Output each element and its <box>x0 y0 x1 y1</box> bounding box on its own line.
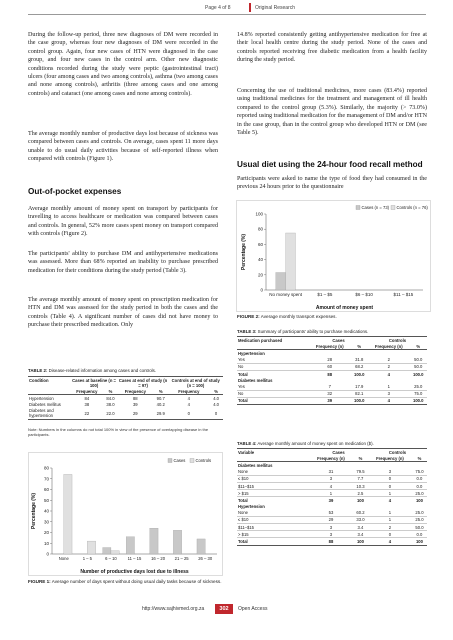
table3-header: Controls <box>388 337 407 343</box>
bar-controls <box>64 474 72 554</box>
journal-url[interactable]: http://www.sajhivmed.org.za <box>142 606 205 612</box>
y-tick-label: 0 <box>260 287 263 293</box>
left-paragraph-1: During the follow-up period, three new diagnoses of DM were recorded in the case group, whereas four new diagnoses of DM were recorded in the control group. Again, four new cases of HTN were diagnosed in the case group, and four new cases in the control arm. Other new diagnostic conditions recorded during the study were peptic (gastrointestinal tract) ulcers (four among cases and two among controls), asthma (two among cases and none among controls), arthritis (three among cases and one among controls) and cataract (one among cases and none among controls). <box>28 32 218 97</box>
table2-subheader: Frequency <box>124 388 146 394</box>
table-total-row <box>237 370 427 377</box>
table-cell: 0.0 <box>412 475 427 482</box>
table-cell: Diabetes and hypertension <box>29 408 54 419</box>
table4-subheader: % <box>358 455 363 461</box>
table-cell: 25.0 <box>412 510 427 517</box>
table-cell: 88 <box>327 371 333 377</box>
table4-subheader: Frequency (n) <box>376 455 404 461</box>
table-total-row <box>237 497 427 504</box>
table-cell: 4 <box>309 482 353 489</box>
table-cell: 1 <box>309 490 353 497</box>
table-cell: 17.9 <box>351 383 368 390</box>
legend-label: Cases <box>173 458 186 463</box>
table-cell: Total <box>238 539 248 545</box>
table-cell: 4 <box>387 371 390 377</box>
table-cell: 0.0 <box>412 482 427 489</box>
table-cell: 0.0 <box>412 531 427 538</box>
table-cell: 4 <box>187 402 190 408</box>
y-tick-label: 50 <box>43 497 49 503</box>
table-cell: 50.0 <box>410 357 427 364</box>
table-row <box>237 531 427 538</box>
table-cell: 29 <box>132 410 138 416</box>
left-paragraph-5: The average monthly amount of money spent on prescription medication for HTN and DM was assessed for the study period in both the cases and the controls (Table 4). A significant number of cases did not have money to purchase their prescribed medication. Only <box>28 297 218 329</box>
table-cell: 25.0 <box>410 383 427 390</box>
table-cell: Total <box>238 497 248 503</box>
x-tick-label: $1 – $5 <box>317 292 333 297</box>
bar-controls <box>87 541 95 554</box>
table-cell: 39 <box>327 398 333 404</box>
y-axis-label: Percentage (%) <box>31 492 37 530</box>
table-cell: 50.0 <box>412 524 427 531</box>
table-cell: 0 <box>368 482 412 489</box>
y-tick-label: 30 <box>43 519 49 525</box>
table-row <box>28 408 223 420</box>
table-cell: Yes <box>237 383 309 390</box>
table-cell: 75.0 <box>410 390 427 397</box>
table4-subheader: % <box>417 455 422 461</box>
table-cell: 88 <box>328 539 334 545</box>
table-cell: 10.3 <box>353 482 368 489</box>
x-tick-label: 1 – 5 <box>82 556 93 561</box>
table4-header: Variable <box>238 449 255 455</box>
y-tick-label: 40 <box>257 257 263 263</box>
table2-caption: TABLE 2: Disease-related information among cases and controls. <box>28 368 157 373</box>
table-cell: 28 <box>309 357 351 364</box>
open-access-label: Open Access <box>238 606 268 612</box>
legend-label: Controls <box>195 458 212 463</box>
table-cell: None <box>237 510 309 517</box>
table-cell: 60 <box>309 363 351 370</box>
table-cell: 39 <box>132 402 138 408</box>
table-cell: 3 <box>309 475 353 482</box>
table2-subheader: % <box>214 388 218 394</box>
legend-label: Cases (n = 73) <box>361 205 390 210</box>
right-paragraph-1: 14.8% reported consistently getting antihypertensive medication for free at their local health centre during the study period. None of the cases and controls reported receiving free diabetic medication from a health facility during the study period. <box>237 32 427 64</box>
table-cell: 4 <box>187 395 190 401</box>
table-cell: 0 <box>187 410 190 416</box>
bar-controls <box>111 551 119 554</box>
table3-header: Medication purchased <box>238 337 283 343</box>
table-cell: ≤ $10 <box>237 475 309 482</box>
table-row <box>237 482 427 489</box>
table4-subheader: Frequency (n) <box>317 455 345 461</box>
chart-frame <box>29 453 223 576</box>
figure2-caption: FIGURE 2: Average monthly transport expenses. <box>237 314 337 319</box>
table-cell: Total <box>238 371 248 377</box>
table-group-title: Hypertension <box>238 350 265 356</box>
heading-out-of-pocket: Out-of-pocket expenses <box>28 187 122 196</box>
table-cell: 100.0 <box>413 398 424 404</box>
table3-subheader: Frequency (n) <box>315 343 344 349</box>
table-cell: 1 <box>368 383 410 390</box>
table-group-title: Diabetes mellitus <box>238 377 273 383</box>
table-cell: 38 <box>84 402 90 408</box>
table-cell: 79.5 <box>353 469 368 476</box>
x-tick-label: 26 – 30 <box>198 556 213 561</box>
table-cell: 68.2 <box>351 363 368 370</box>
table-cell: 7 <box>309 383 351 390</box>
left-paragraph-2: The average monthly number of productive days lost because of sickness was compared between cases and controls. On average, cases spent 11 more days unable to do usual daily activities because of self-reported illness when compared with controls (Figure 1). <box>28 131 218 163</box>
table-cell: 75.0 <box>412 469 427 476</box>
table2-header: Cases at baseline (n = 100) <box>72 377 116 388</box>
x-tick-label: 21 – 25 <box>174 556 189 561</box>
table-cell: 32 <box>309 390 351 397</box>
table-row <box>237 469 427 476</box>
table-cell: 38.0 <box>106 402 115 408</box>
table-cell: 100.0 <box>354 371 365 377</box>
x-tick-label: None <box>58 556 69 561</box>
y-tick-label: 60 <box>43 487 49 492</box>
table-group-title: Diabetes mellitus <box>238 462 273 468</box>
bar-cases <box>276 273 286 290</box>
table-cell: 29.9 <box>156 410 165 416</box>
y-tick-label: 70 <box>43 476 49 482</box>
table4 <box>237 448 427 546</box>
table-cell: 29 <box>309 516 353 523</box>
table-cell: 0 <box>214 410 218 416</box>
legend-label: Controls (n = 76) <box>396 205 428 210</box>
table-cell: 3.4 <box>353 524 368 531</box>
table4-header: Cases <box>332 449 345 455</box>
table4-header: Controls <box>388 449 407 455</box>
table2-subheader: Frequency <box>76 388 98 394</box>
figure1-chart <box>28 452 223 576</box>
table3-subheader: Frequency (n) <box>374 343 403 349</box>
table-cell: 4.0 <box>213 402 220 408</box>
left-paragraph-4: The participants' ability to purchase DM and antihypertensive medications was assessed. More than 68% reported an inability to purchase prescribed medication for their conditions during the study period (Table 3). <box>28 251 218 274</box>
table-cell: 84 <box>84 395 90 401</box>
left-paragraph-3: Average monthly amount of money spent on transport by participants for travelling to access healthcare or medication was compared between cases and controls. In general, 52% more cases spent money on transport compared with controls (Figure 2). <box>28 206 218 238</box>
table-cell: 3 <box>368 469 412 476</box>
header-rule <box>28 14 426 15</box>
y-axis-label: Percentage (%) <box>241 233 247 271</box>
legend-swatch <box>356 206 360 210</box>
table3-subheader: % <box>416 343 421 349</box>
table-cell: 2 <box>368 363 410 370</box>
y-tick-label: 80 <box>257 226 263 232</box>
table-group-title: Hypertension <box>238 504 265 510</box>
bar-controls <box>286 233 296 290</box>
table-cell: None <box>237 469 309 476</box>
figure2-chart <box>236 200 431 312</box>
table-cell: No <box>237 390 309 397</box>
table-group-row <box>237 350 427 357</box>
table-cell: 100.0 <box>413 371 424 377</box>
x-tick-label: No money spent <box>269 292 303 297</box>
table-cell: 60.2 <box>353 510 368 517</box>
x-axis-label: Amount of money spent <box>315 305 374 311</box>
x-axis-label: Number of productive days lost due to illness <box>80 569 189 575</box>
table-cell: 2.5 <box>353 490 368 497</box>
table2 <box>28 376 223 420</box>
table-cell: 1 <box>368 510 412 517</box>
header-divider <box>249 3 251 12</box>
bar-cases <box>173 530 181 554</box>
table2-header: Condition <box>29 377 49 383</box>
table-cell: 3 <box>368 390 410 397</box>
figure1-caption: FIGURE 1: Average number of days spent without doing usual daily tasks because of sickness. <box>28 579 222 584</box>
table-total-row <box>237 538 427 545</box>
y-tick-label: 60 <box>257 241 263 247</box>
table-cell: Diabetes mellitus <box>29 402 61 408</box>
y-tick-label: 80 <box>43 465 49 471</box>
table-cell: Yes <box>237 357 309 364</box>
table-cell: 4 <box>388 497 392 503</box>
table-cell: 0 <box>368 531 412 538</box>
table3 <box>237 336 427 405</box>
table-cell: 4 <box>387 398 390 404</box>
table-cell: 25.0 <box>412 490 427 497</box>
table-cell: 100 <box>415 539 423 545</box>
table-cell: 3 <box>309 524 353 531</box>
table-cell: 4 <box>388 539 392 545</box>
table-cell: 2 <box>368 524 412 531</box>
table-cell: 31 <box>309 469 353 476</box>
table-cell: 40.2 <box>156 402 165 408</box>
table4-caption: TABLE 4: Average monthly amount of money spent on medication ($). <box>237 441 374 446</box>
table-cell: Total <box>238 398 248 404</box>
bar-cases <box>150 528 158 554</box>
table2-subheader: Frequency <box>178 388 200 394</box>
table-cell: 50.0 <box>410 363 427 370</box>
table2-note: Note: Numbers in the columns do not total 100% in view of the presence of overlapping disease in the participants. <box>28 427 209 438</box>
table-cell: 3 <box>309 531 353 538</box>
y-tick-label: 100 <box>255 211 263 217</box>
table2-header: Cases at end of study (n = 97) <box>118 377 168 388</box>
table-cell: 2 <box>368 357 410 364</box>
table-row <box>237 390 427 397</box>
x-tick-label: $11 – $15 <box>393 292 414 297</box>
bar-cases <box>197 539 205 554</box>
table3-caption: TABLE 3: Summary of participants' ability to purchase medications. <box>237 329 369 334</box>
table2-subheader: % <box>158 388 163 394</box>
table-group-row <box>237 462 427 469</box>
table-cell: $11–$15 <box>237 524 309 531</box>
table-cell: 100 <box>415 497 423 503</box>
table-cell: 39 <box>328 497 334 503</box>
table-row <box>237 357 427 364</box>
table-cell: 4.0 <box>213 395 220 401</box>
table-cell: 7.7 <box>353 475 368 482</box>
table-cell: 31.8 <box>351 357 368 364</box>
right-paragraph-2: Concerning the use of traditional medicines, more cases (83.4%) reported using traditional medicines for the treatment and management of ill health compared to the control group (5.3%). Similarly, the majority (> 73.0%) reported using traditional medication for the management of DM and/or HTN in the case group, than in the control group who developed HTN or DM (see Table 5). <box>237 88 427 137</box>
y-tick-label: 10 <box>43 540 49 546</box>
legend-swatch <box>190 459 194 463</box>
table-row <box>237 383 427 390</box>
section-label: Original Research <box>255 5 296 11</box>
table-cell: 22.0 <box>106 410 115 416</box>
x-tick-label: 6 – 10 <box>105 556 117 561</box>
table-cell: > $15 <box>237 531 309 538</box>
table-cell: Hypertension <box>29 395 54 401</box>
table-cell: 3.4 <box>353 531 368 538</box>
table-cell: 82.1 <box>351 390 368 397</box>
page-label: Page 4 of 8 <box>205 5 231 11</box>
table3-header: Cases <box>332 337 345 343</box>
table-row <box>237 363 427 370</box>
table-cell: 33.0 <box>353 516 368 523</box>
table-cell: No <box>237 363 309 370</box>
table-total-row <box>237 397 427 404</box>
table-cell: 53 <box>309 510 353 517</box>
table3-subheader: % <box>357 343 362 349</box>
table-row <box>28 395 223 402</box>
y-tick-label: 20 <box>43 530 49 535</box>
table-cell: > $15 <box>237 490 309 497</box>
table-cell: 22 <box>84 410 90 416</box>
bar-cases <box>103 548 111 554</box>
heading-24h-recall: Usual diet using the 24-hour food recall method <box>237 160 423 169</box>
table-cell: $11–$15 <box>237 482 309 489</box>
legend-swatch <box>391 206 395 210</box>
table-row <box>237 516 427 523</box>
y-tick-label: 40 <box>43 508 49 514</box>
table-cell: ≤ $10 <box>237 516 309 523</box>
y-tick-label: 0 <box>46 551 49 557</box>
x-tick-label: 16 – 20 <box>151 556 166 561</box>
page-number: 302 <box>215 604 233 614</box>
table-row <box>237 524 427 531</box>
right-paragraph-3: Participants were asked to name the type of food they had consumed in the previous 24 hours prior to the questionnaire <box>237 176 427 191</box>
table-cell: 100 <box>356 539 364 545</box>
table-cell: 25.0 <box>412 516 427 523</box>
table-row <box>237 475 427 482</box>
table-row <box>237 490 427 497</box>
table-cell: 90.7 <box>156 395 165 401</box>
table-cell: 88 <box>132 395 138 401</box>
bar-cases <box>126 537 134 554</box>
table-cell: 0 <box>368 475 412 482</box>
table-row <box>237 510 427 517</box>
table-cell: 100.0 <box>354 398 365 404</box>
table2-header: Controls at end of study (n = 100) <box>171 377 220 388</box>
x-tick-label: $6 – $10 <box>355 292 373 297</box>
legend-swatch <box>168 459 172 463</box>
x-tick-label: 11 – 15 <box>127 556 142 561</box>
table2-subheader: % <box>108 388 113 394</box>
y-tick-label: 20 <box>257 272 263 278</box>
table-cell: 1 <box>368 516 412 523</box>
table-cell: 1 <box>368 490 412 497</box>
table-cell: 100 <box>356 497 364 503</box>
table-cell: 84.0 <box>106 395 115 401</box>
